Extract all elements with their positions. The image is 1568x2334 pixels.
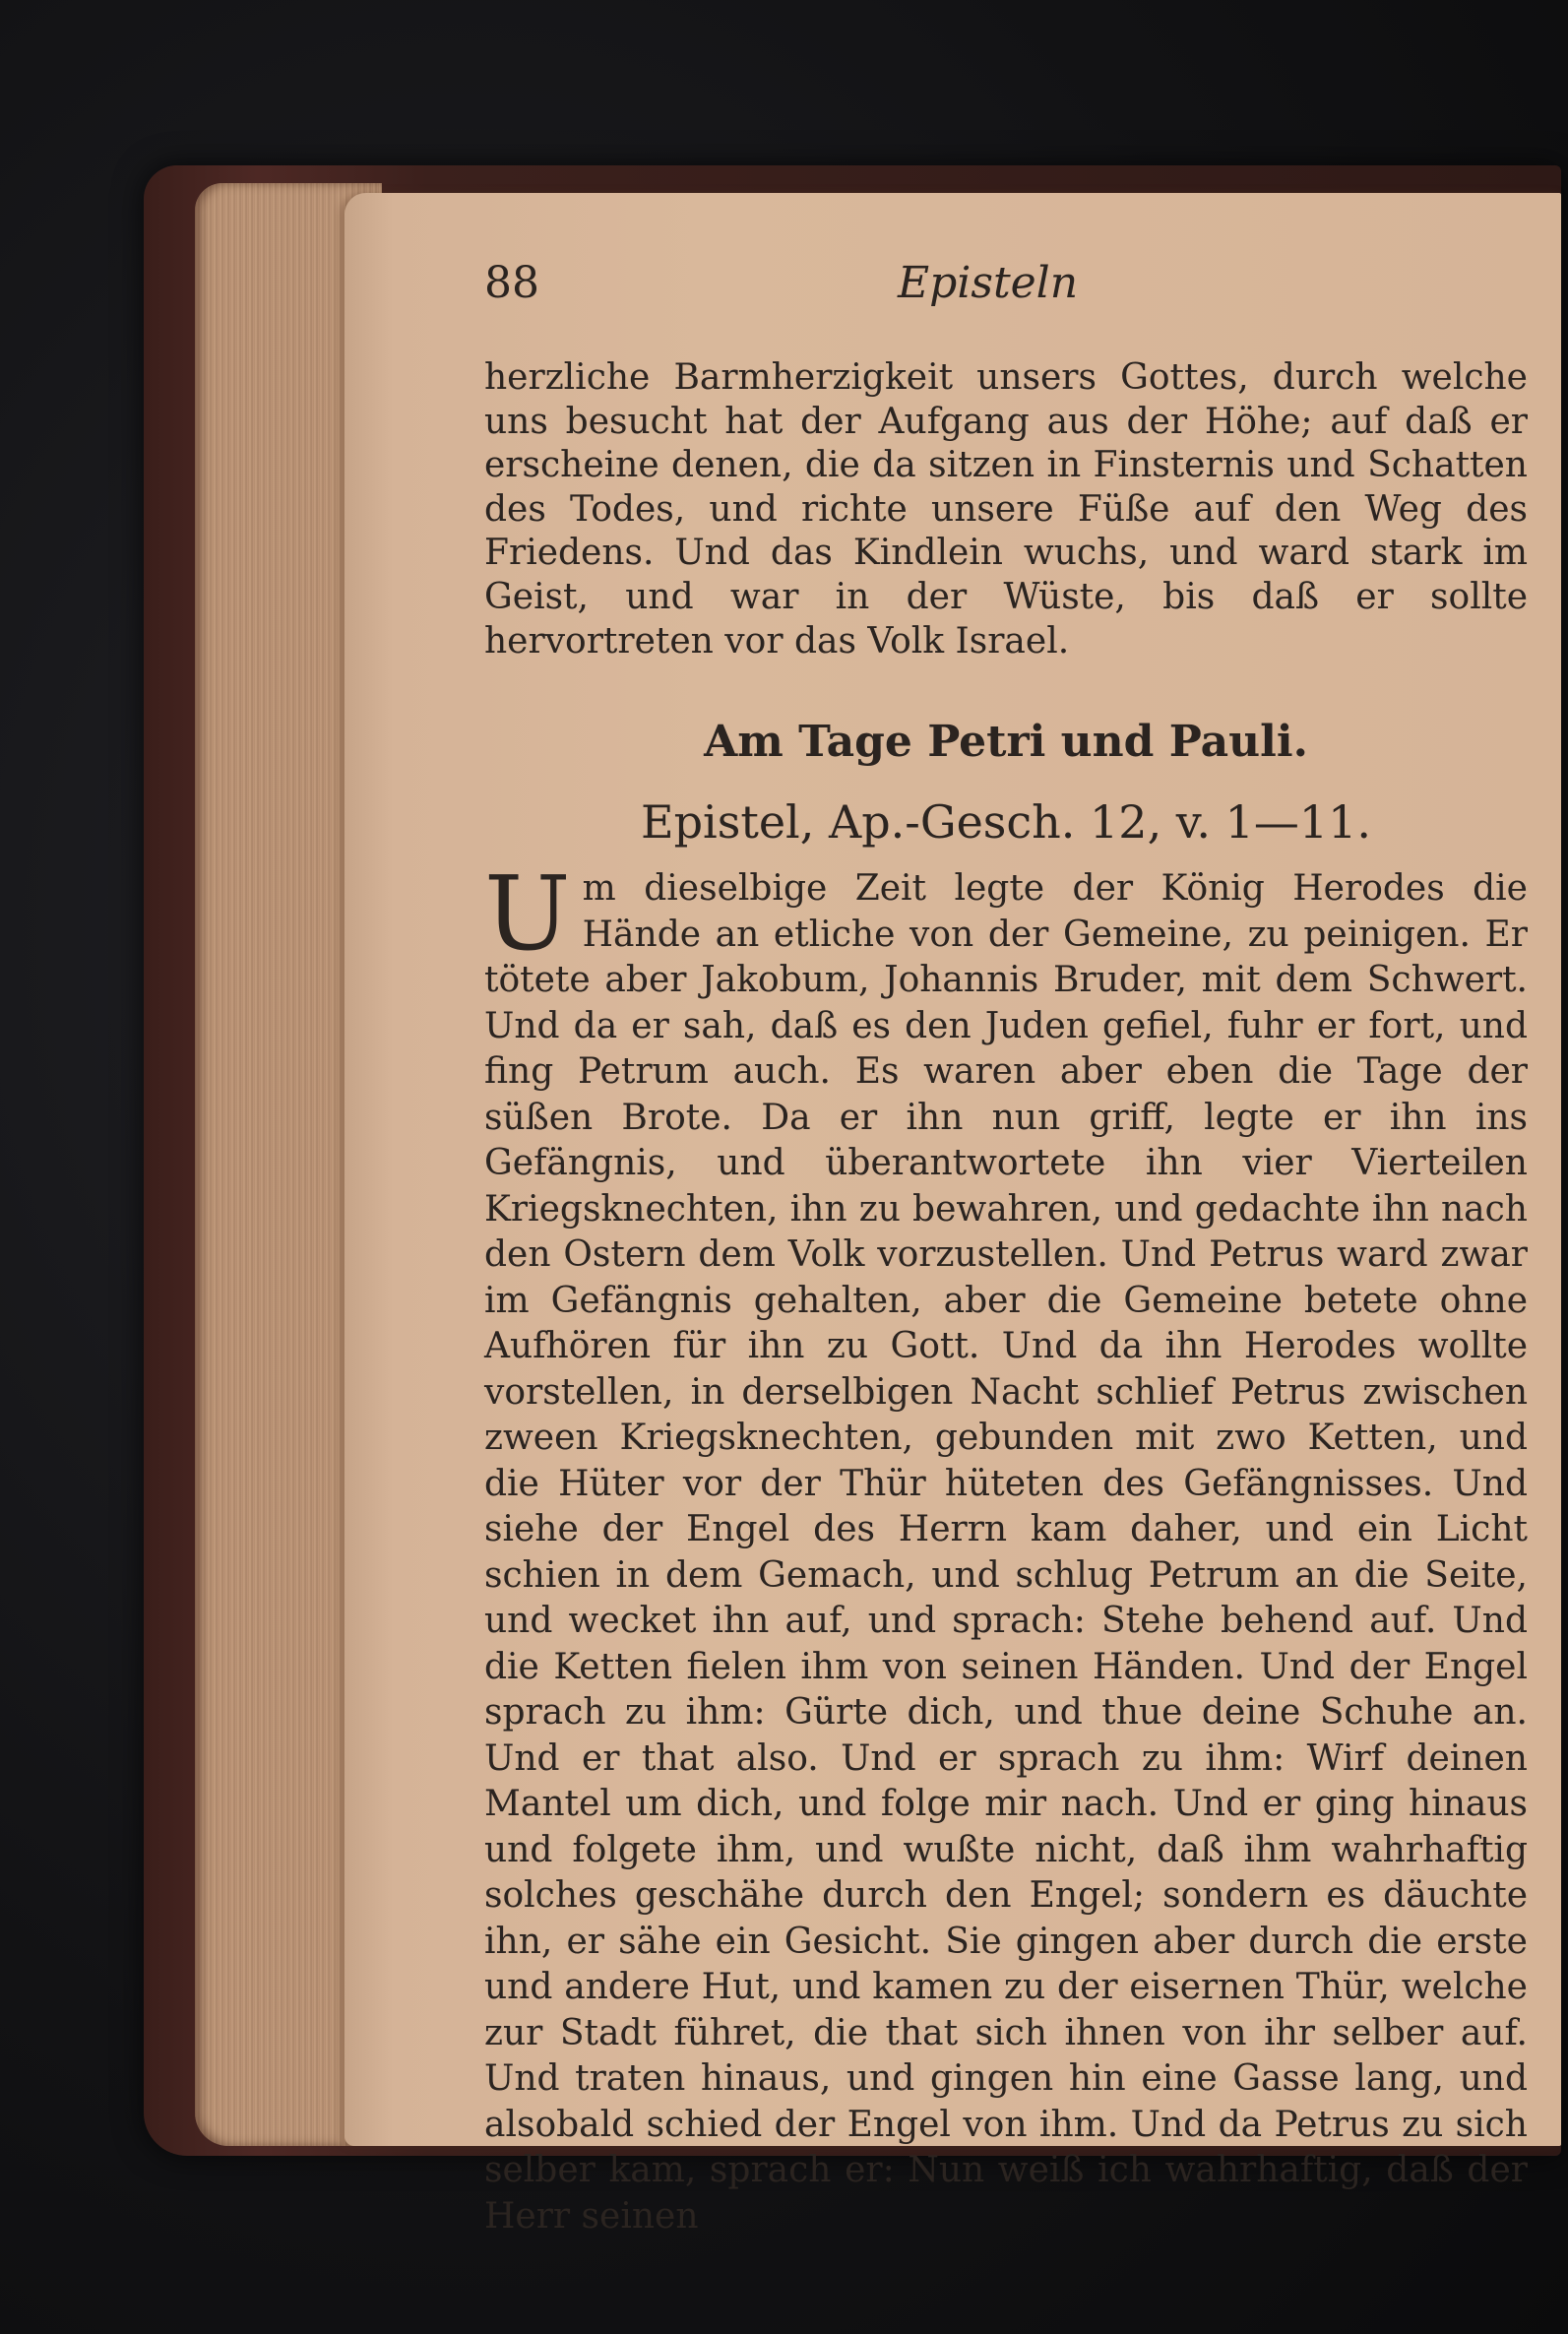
continuation-paragraph: herzliche Barmherzigkeit unsers Gottes, durch welche uns besucht hat der Aufgang aus der Höhe; auf daß er erscheine denen, die da sitzen in Finsternis und Schatten des Todes, und richte unsere Füße auf den Weg des Friedens. Und das Kindlein wuchs, und ward stark im Geist, und war in der Wüste, bis daß er sollte hervortreten vor das Volk Israel. bbox=[484, 357, 1528, 662]
page-header bbox=[484, 258, 1528, 327]
drop-cap: U bbox=[484, 853, 571, 974]
section-subtitle: Epistel, Ap.-Gesch. 12, v. 1—11. bbox=[640, 795, 1372, 849]
running-head: Episteln bbox=[898, 258, 1079, 308]
section-title: Am Tage Petri und Pauli. bbox=[704, 717, 1308, 767]
page-number: 88 bbox=[484, 258, 539, 308]
epistle-body: m dieselbige Zeit legte der König Herodes die Hände an etliche von der Gemeine, zu peinigen. Er tötete aber Jakobum, Johannis Bruder, mit dem Schwert. Und da er sah, daß es den Juden gefiel, fuhr er fort, und fing Petrum auch. Es waren aber eben die Tage der süßen Brote. Da er ihn nun griff, legte er ihn ins Gefängnis, und überantwortete ihn vier Vierteilen Kriegsknechten, ihn zu bewahren, und gedachte ihn nach den Ostern dem Volk vorzustellen. Und Petrus ward zwar im Gefängnis gehalten, aber die Gemeine betete ohne Aufhören für ihn zu Gott. Und da ihn Herodes wollte vorstellen, in derselbigen Nacht schlief Petrus zwischen zween Kriegsknechten, gebunden mit zwo Ketten, und die Hüter vor der Thür hüteten des Gefängnisses. Und siehe der Engel des Herrn kam daher, und ein Licht schien in dem Gemach, und schlug Petrum an die Seite, und wecket ihn auf, und sprach: Stehe behend auf. Und die Ketten fielen ihm von seinen Händen. Und der Engel sprach zu ihm: Gürte dich, und thue deine Schuhe an. Und er that also. Und er sprach zu ihm: Wirf deinen Mantel um dich, und folge mir nach. Und er ging hinaus und folgete ihm, und wußte nicht, daß ihm wahrhaftig solches geschähe durch den Engel; sondern es däuchte ihn, er sähe ein Gesicht. Sie gingen aber durch die erste und andere Hut, und kamen zu der eisernen Thür, welche zur Stadt führet, die that sich ihnen von ihr selber auf. Und traten hinaus, und gingen hin eine Gasse lang, und alsobald schied der Engel von ihm. Und da Petrus zu sich selber kam, sprach er: Nun weiß ich wahrhaftig, daß der Herr seinen bbox=[484, 868, 1528, 2237]
epistle-paragraph bbox=[484, 853, 1528, 2239]
